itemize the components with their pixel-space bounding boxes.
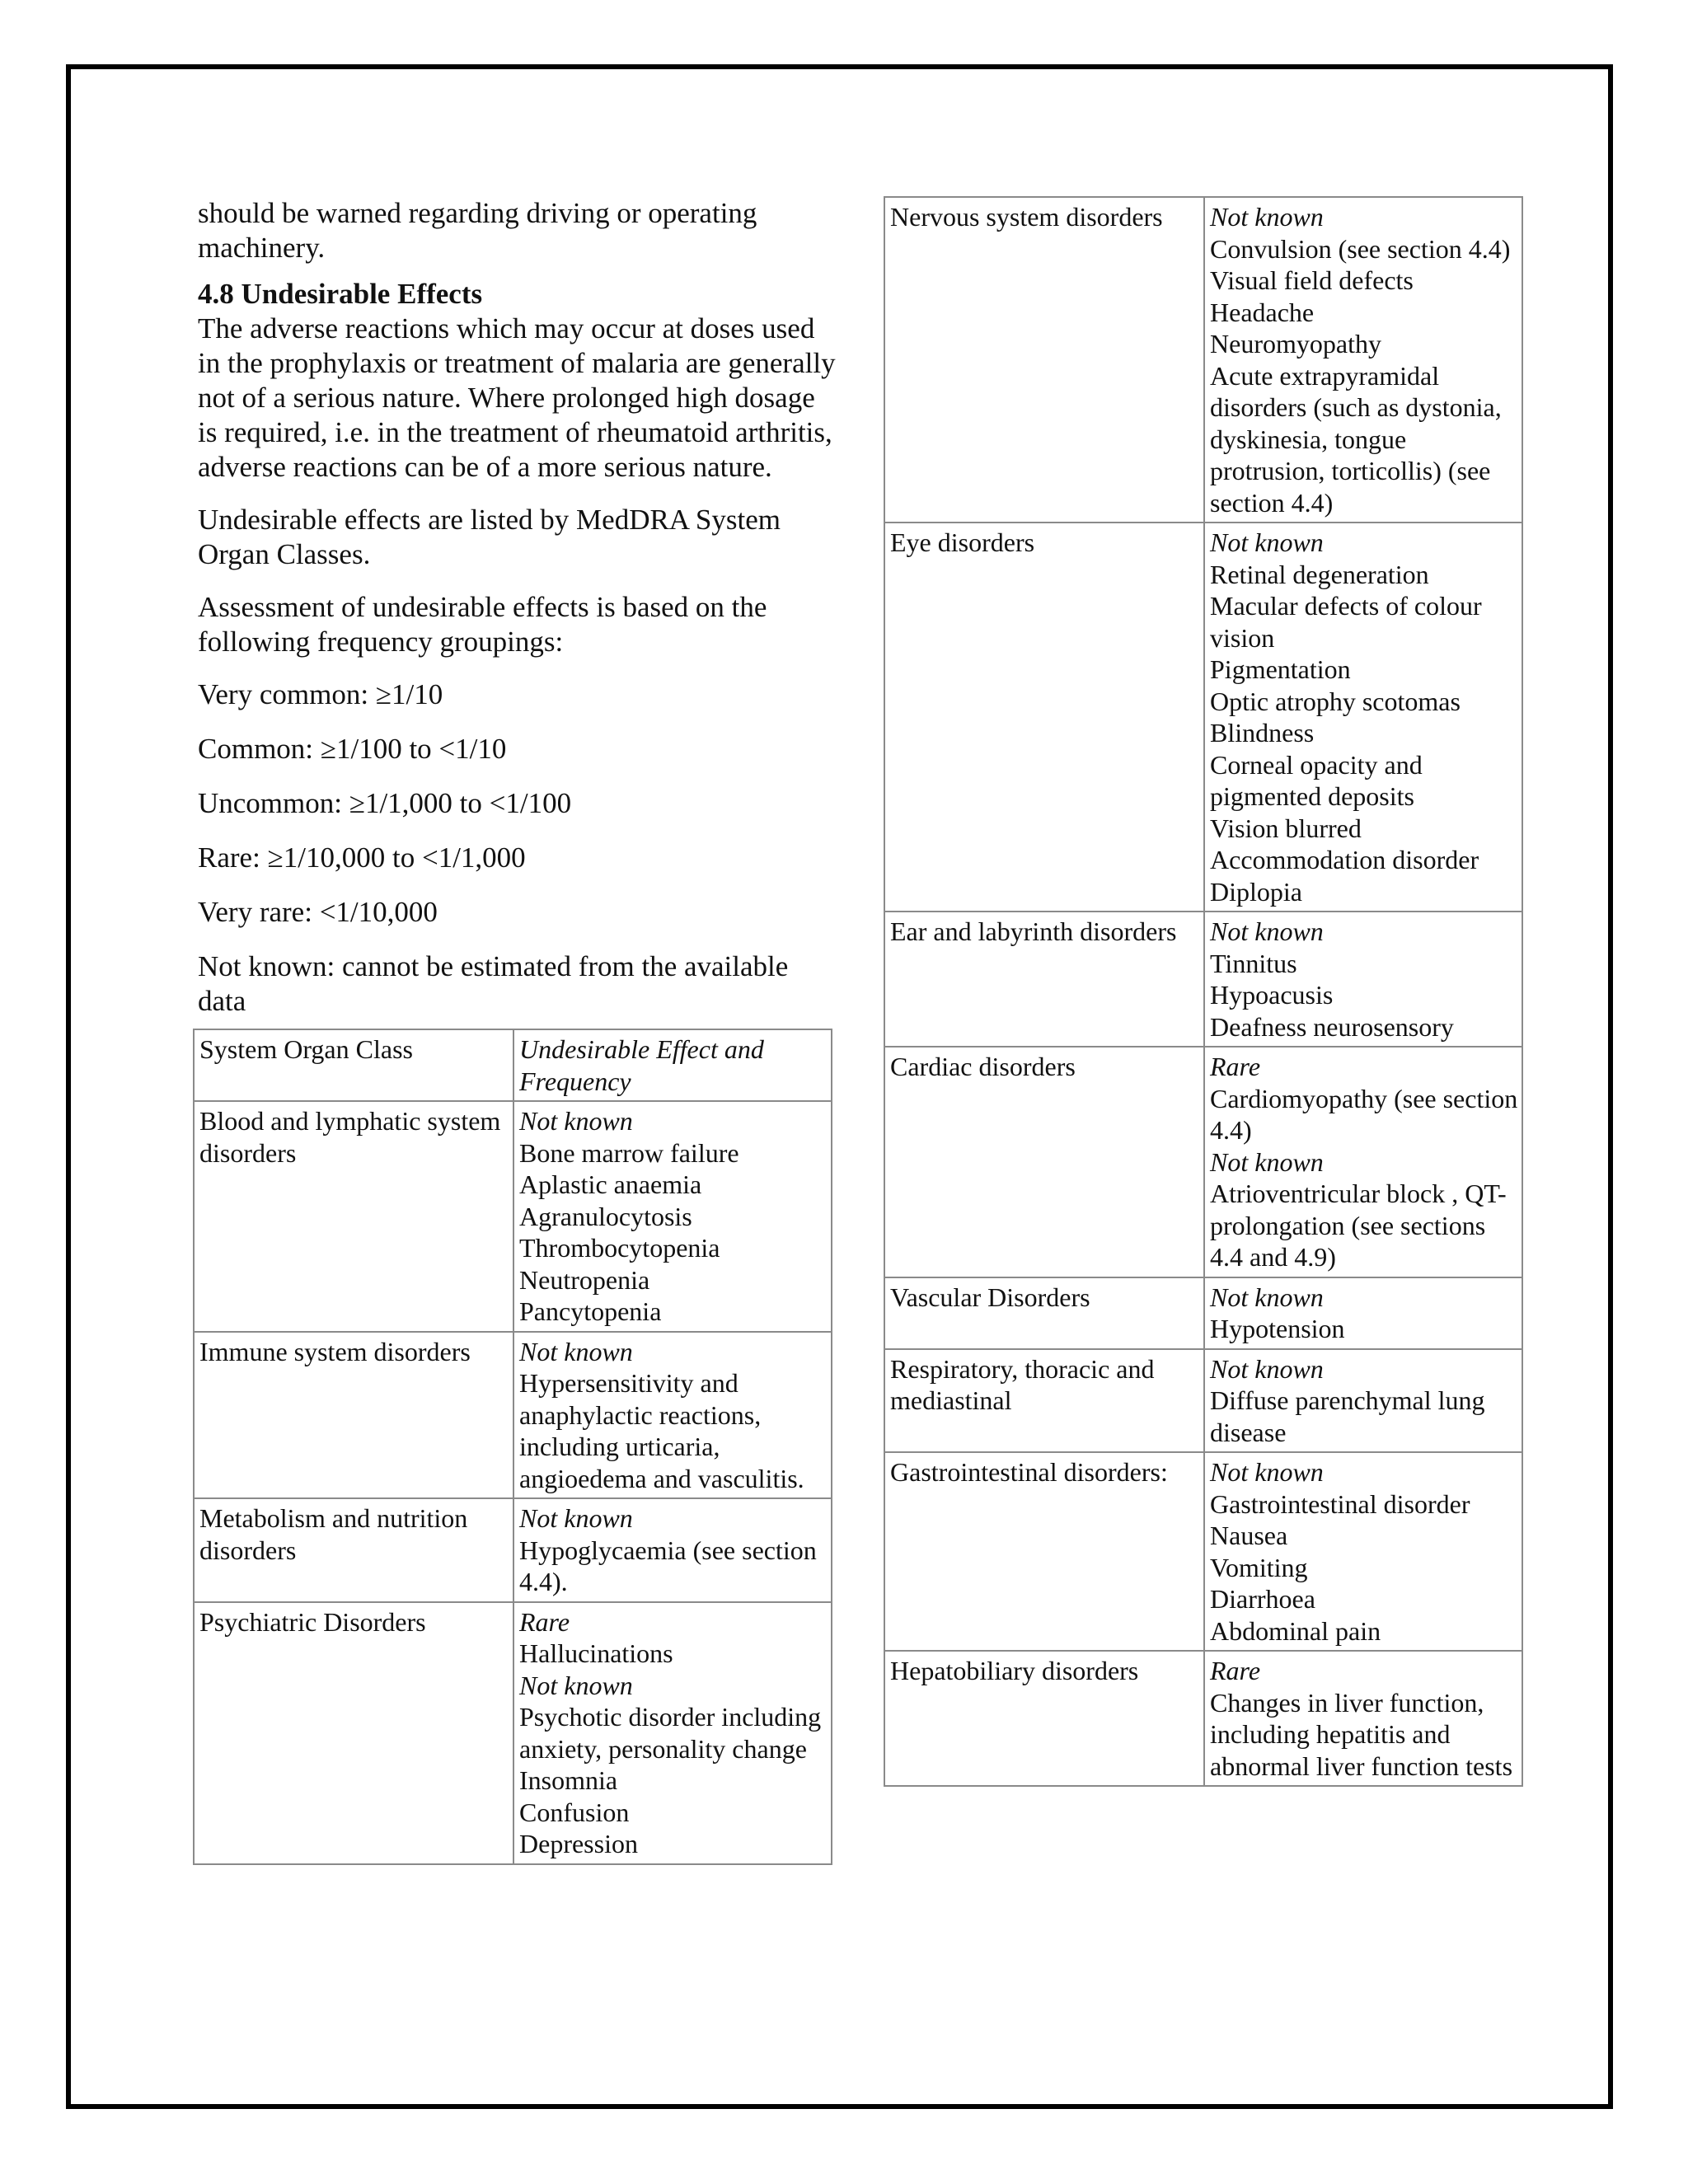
system-organ-class: Psychiatric Disorders: [194, 1602, 513, 1864]
system-organ-class: Vascular Disorders: [884, 1277, 1204, 1349]
undesirable-effects-cell: [1204, 197, 1522, 523]
frequency-label: Not known: [1210, 1457, 1324, 1487]
frequency-not-known: Not known: cannot be estimated from the available data: [198, 950, 789, 1017]
effect-item: Pancytopenia: [519, 1296, 662, 1326]
intro-paragraph: The adverse reactions which may occur at doses used in the prophylaxis or treatment of malaria are generally not of a serious nature. Where prolonged high dosage is required, i.e. in the treatment of rheumatoid arthritis, adverse reactions can be of a more serious nature.: [198, 312, 836, 483]
effect-item: Cardiomyopathy (see section 4.4): [1210, 1083, 1518, 1145]
frequency-label: Not known: [1210, 527, 1324, 557]
system-organ-class: Ear and labyrinth disorders: [884, 912, 1204, 1047]
frequency-very-common: Very common: ≥1/10: [198, 678, 443, 710]
system-organ-class: Respiratory, thoracic and mediastinal: [884, 1349, 1204, 1453]
table-row: [884, 1277, 1522, 1349]
effect-item: Accommodation disorder: [1210, 845, 1479, 874]
table-row: [884, 1047, 1522, 1277]
table-row: [884, 1452, 1522, 1651]
system-organ-class: Nervous system disorders: [884, 197, 1204, 523]
effect-item: Bone marrow failure: [519, 1137, 739, 1168]
effect-item: Vision blurred: [1210, 813, 1362, 843]
effect-item: Macular defects of colour vision: [1210, 591, 1482, 653]
effect-item: Gastrointestinal disorder: [1210, 1488, 1470, 1519]
undesirable-effects-cell: [1204, 1349, 1522, 1453]
effect-item: Neuromyopathy: [1210, 329, 1381, 359]
undesirable-effects-cell: [513, 1332, 832, 1499]
effect-item: Vomiting: [1210, 1552, 1308, 1582]
header-soc: System Organ Class: [194, 1029, 513, 1101]
system-organ-class: Eye disorders: [884, 523, 1204, 912]
frequency-rare: Rare: ≥1/10,000 to <1/1,000: [198, 841, 526, 874]
table-row: [194, 1101, 832, 1332]
table-header-row: [194, 1029, 832, 1101]
table-row: [194, 1498, 832, 1602]
effect-item: Hypotension: [1210, 1314, 1345, 1343]
effect-item: Diplopia: [1210, 876, 1302, 907]
effect-item: Tinnitus: [1210, 948, 1297, 978]
effect-item: Changes in liver function, including hepatitis and abnormal liver function tests: [1210, 1687, 1513, 1781]
system-organ-class: Metabolism and nutrition disorders: [194, 1498, 513, 1602]
frequency-common: Common: ≥1/100 to <1/10: [198, 733, 507, 765]
undesirable-effects-cell: [1204, 1047, 1522, 1277]
assessment-paragraph: Assessment of undesirable effects is based on the following frequency groupings:: [198, 591, 767, 658]
effect-item: Aplastic anaemia: [519, 1169, 702, 1199]
frequency-label: Rare: [1210, 1052, 1261, 1081]
frequency-label: Not known: [519, 1106, 633, 1136]
effect-item: Blindness: [1210, 718, 1315, 748]
effect-item: Acute extrapyramidal disorders (such as dystonia, dyskinesia, tongue protrusion, torticollis) (see section 4.4): [1210, 360, 1502, 518]
frequency-label: Not known: [1210, 1146, 1324, 1177]
effect-item: Psychotic disorder including anxiety, personality change: [519, 1702, 822, 1764]
undesirable-effects-cell: [1204, 1277, 1522, 1349]
effect-item: Agranulocytosis: [519, 1201, 692, 1231]
system-organ-class: Cardiac disorders: [884, 1047, 1204, 1277]
frequency-very-rare: Very rare: <1/10,000: [198, 896, 438, 928]
frequency-label: Not known: [1210, 1282, 1324, 1312]
undesirable-effects-cell: [1204, 523, 1522, 912]
effect-item: Confusion: [519, 1797, 630, 1827]
adverse-effects-table-left: [193, 1029, 832, 1865]
undesirable-effects-cell: [1204, 1651, 1522, 1786]
frequency-label: Not known: [519, 1670, 633, 1700]
undesirable-effects-cell: [1204, 912, 1522, 1047]
system-organ-class: Immune system disorders: [194, 1332, 513, 1499]
effect-item: Visual field defects: [1210, 265, 1414, 295]
undesirable-effects-cell: [513, 1602, 832, 1864]
section-heading: 4.8 Undesirable Effects: [198, 278, 483, 310]
table-row: [884, 197, 1522, 523]
left-column: [198, 196, 841, 1865]
effect-item: Headache: [1210, 297, 1315, 327]
meddra-paragraph: Undesirable effects are listed by MedDRA System Organ Classes.: [198, 504, 781, 570]
effect-item: Pigmentation: [1210, 654, 1351, 684]
frequency-uncommon: Uncommon: ≥1/1,000 to <1/100: [198, 787, 572, 819]
frequency-label: Not known: [1210, 1353, 1324, 1384]
effect-item: Diarrhoea: [1210, 1584, 1315, 1614]
undesirable-effects-cell: [513, 1498, 832, 1602]
table-row: [884, 1651, 1522, 1786]
effect-item: Hypoglycaemia (see section 4.4).: [519, 1535, 817, 1596]
effect-item: Depression: [519, 1829, 638, 1858]
frequency-label: Not known: [1210, 916, 1324, 946]
effect-item: Abdominal pain: [1210, 1615, 1381, 1646]
table-row: [194, 1332, 832, 1499]
effect-item: Neutropenia: [519, 1264, 650, 1295]
frequency-label: Rare: [519, 1606, 570, 1637]
table-row: [194, 1602, 832, 1864]
system-organ-class: Hepatobiliary disorders: [884, 1651, 1204, 1786]
effect-item: Optic atrophy scotomas: [1210, 686, 1461, 716]
effect-item: Nausea: [1210, 1521, 1288, 1550]
frequency-label: Not known: [1210, 202, 1324, 232]
effect-item: Corneal opacity and pigmented deposits: [1210, 749, 1423, 811]
frequency-label: Not known: [519, 1503, 633, 1533]
header-effect-label: Undesirable Effect and Frequency: [519, 1034, 764, 1096]
frequency-label: Not known: [519, 1336, 633, 1366]
effect-item: Deafness neurosensory: [1210, 1011, 1454, 1042]
adverse-effects-table-right: [884, 196, 1523, 1787]
right-column: [884, 196, 1526, 1787]
system-organ-class: Gastrointestinal disorders:: [884, 1452, 1204, 1651]
undesirable-effects-cell: [513, 1101, 832, 1332]
system-organ-class: Blood and lymphatic system disorders: [194, 1101, 513, 1332]
table-row: [884, 1349, 1522, 1453]
effect-item: Hypoacusis: [1210, 980, 1334, 1010]
undesirable-effects-cell: [1204, 1452, 1522, 1651]
frequency-label: Rare: [1210, 1656, 1261, 1685]
effect-item: Insomnia: [519, 1765, 618, 1795]
effect-item: Hypersensitivity and anaphylactic reactions, including urticaria, angioedema and vasculitis.: [519, 1368, 804, 1493]
effect-item: Diffuse parenchymal lung disease: [1210, 1385, 1485, 1447]
effect-item: Thrombocytopenia: [519, 1233, 720, 1263]
effect-item: Hallucinations: [519, 1638, 673, 1668]
effect-item: Convulsion (see section 4.4): [1210, 233, 1511, 264]
table-row: [884, 523, 1522, 912]
continuation-text: should be warned regarding driving or operating machinery.: [198, 197, 757, 264]
effect-item: Atrioventricular block , QT-prolongation (see sections 4.4 and 4.9): [1210, 1179, 1507, 1272]
header-effect: [513, 1029, 832, 1101]
effect-item: Retinal degeneration: [1210, 559, 1429, 589]
table-row: [884, 912, 1522, 1047]
